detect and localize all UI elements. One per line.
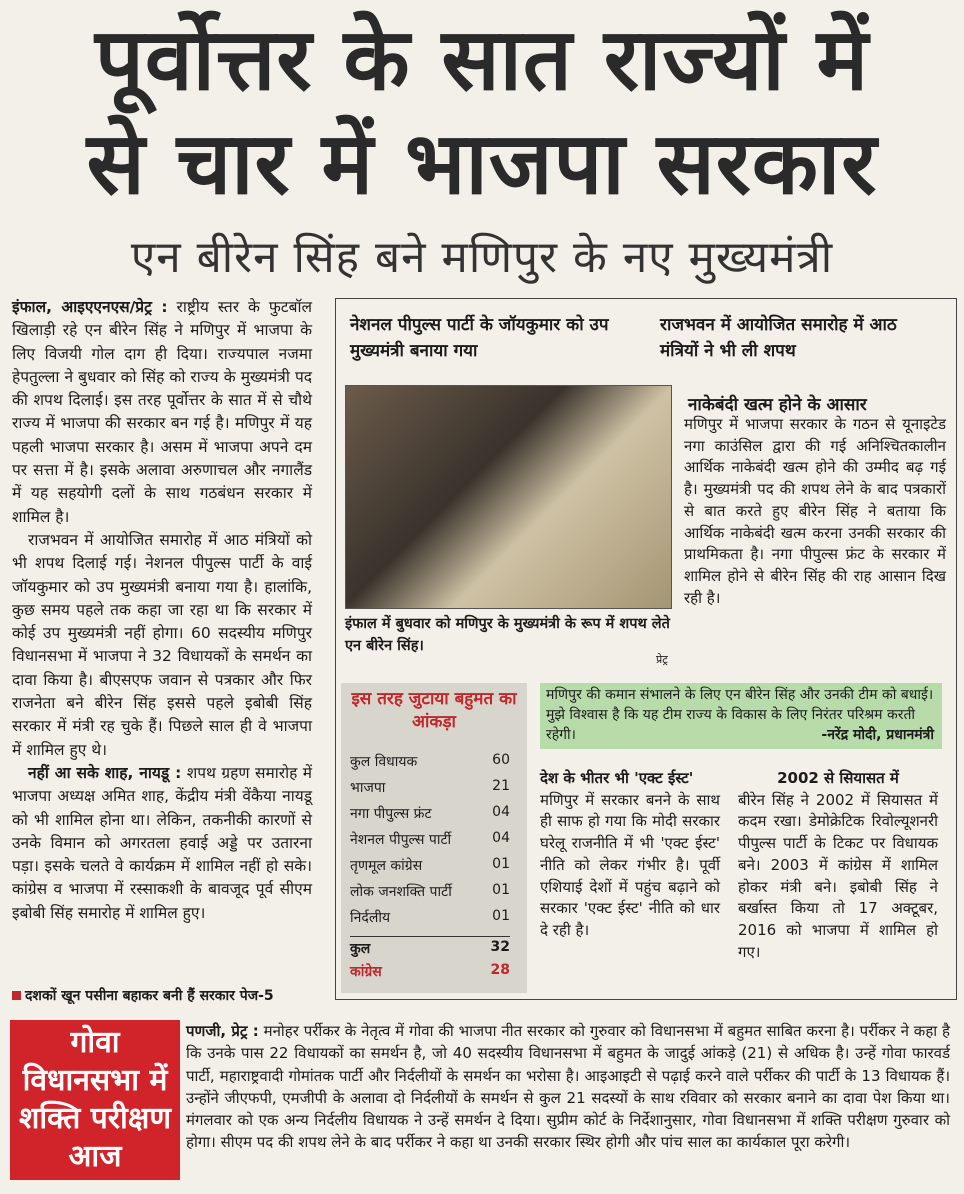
pm-quote-attribution: -नरेंद्र मोदी, प्रधानमंत्री	[821, 727, 934, 743]
oath-photo	[345, 385, 672, 609]
dateline: इंफाल, आइएएनएस/प्रेट्र :	[12, 298, 168, 316]
act-east-block	[540, 768, 720, 942]
tally-row: नगा पीपुल्स फ्रंट 04	[350, 804, 510, 822]
photo-credit: प्रेट्र	[656, 653, 668, 666]
act-east-heading: देश के भीतर भी 'एक्ट ईस्ट'	[540, 769, 694, 787]
goa-story	[186, 1020, 950, 1154]
photo-caption: इंफाल में बुधवार को मणिपुर के मुख्यमंत्री के रूप में शपथ लेते एन बीरेन सिंह।	[345, 616, 670, 654]
left-para-1-text: राष्ट्रीय स्तर के फुटबॉल खिलाड़ी रहे एन बीरेन सिंह ने मणिपुर में भाजपा के लिए विजयी गोल दाग ही दिया। राज्यपाल नजमा हेपतुल्ला ने बुधवार को सिंह को राज्य के मुख्यमंत्री पद की शपथ दिलाई। इस तरह पूर्वोत्तर के सात में से चौथे राज्य में भाजपा की सरकार बन गई है। मणिपुर में यह पहली भाजपा सरकार है। असम में भाजपा अपने दम पर सत्ता में है। इसके अलावा अरुणाचल और नगालैंड में यह सहयोगी दलों के साथ गठबंधन सरकार में शामिल है।	[12, 298, 312, 526]
headline-line-2: से चार में भाजपा सरकार	[86, 114, 878, 214]
page-reference	[12, 986, 274, 1005]
tally-row: तृणमूल कांग्रेस 01	[350, 856, 510, 874]
tally-congress-row: कांग्रेस 28	[350, 962, 510, 980]
pm-quote	[540, 683, 942, 749]
goa-label-box: गोवा विधानसभा में शक्ति परीक्षण आज	[10, 1020, 180, 1180]
tally-row: निर्दलीय 01	[350, 908, 510, 926]
page-reference-text: दशकों खून पसीना बहाकर बनी हैं सरकार पेज-5	[25, 988, 274, 1004]
act-east-body: मणिपुर में सरकार बनने के साथ ही साफ हो गया कि मोदी सरकार घरेलू राजनीति में भी 'एक्ट ईस्ट' नीति को लेकर गंभीर है। पूर्वी एशियाई देशों में पहुंच बढ़ाने को सरकार 'एक्ट ईस्ट' नीति को धार दे रही है।	[540, 790, 720, 939]
tally-row: कुल विधायक 60	[350, 752, 510, 770]
tally-total-row: कुल 32	[350, 936, 510, 959]
left-column	[12, 296, 312, 925]
blockade-heading: नाकेबंदी खत्म होने के आसार	[688, 395, 867, 415]
pm-quote-text: मणिपुर की कमान संभालने के लिए एन बीरेन सिंह और उनकी टीम को बधाई। मुझे विश्वास है कि यह टीम राज्य के विकास के लिए निरंतर परिश्रम करती रहेगी।	[546, 687, 934, 743]
left-para-1	[12, 296, 312, 529]
tally-row: भाजपा 21	[350, 778, 510, 796]
goa-body: मनोहर पर्रीकर के नेतृत्व में गोवा की भाजपा नीत सरकार को गुरुवार को विधानसभा में बहुमत साबित करना है। पर्रीकर ने कहा है कि उनके पास 22 विधायकों का समर्थन है, जो 40 सदस्यीय विधानसभा में बहुमत के जादुई आंकड़े (21) से अधिक है। उन्हें गोवा फारवर्ड पार्टी, महाराष्ट्रवादी गोमांतक पार्टी और निर्दलीयों के समर्थन का भरोसा है। आइआइटी से पढ़ाई करने वाले पर्रीकर की पार्टी के 13 विधायक हैं। उन्होंने जीएफपी, एमजीपी के अलावा दो निर्दलीयों के समर्थन से कुल 21 सदस्यों के साथ रविवार को सरकार बनाने का दावा पेश किया था। मंगलवार को एक अन्य निर्दलीय विधायक ने उन्हें समर्थन दे दिया। सुप्रीम कोर्ट के निर्देशानुसार, गोवा विधानसभा में शक्ति परीक्षण गुरुवार को होगा। सीएम पद की शपथ लेने के बाद पर्रीकर ने कहा था उनकी सरकार स्थिर होगी और पांच साल का कार्यकाल पूरा करेगी।	[186, 1022, 950, 1152]
since-2002-heading: 2002 से सियासत में	[777, 769, 899, 787]
kicker-deputy-cm: नेशनल पीपुल्स पार्टी के जॉयकुमार को उप मुख्यमंत्री बनाया गया	[350, 315, 609, 361]
since-2002-body: बीरेन सिंह ने 2002 में सियासत में कदम रखा। डेमोक्रेटिक रिवोल्यूशनरी पीपुल्स पार्टी के टिकट पर विधायक बने। 2003 में कांग्रेस में शामिल होकर मंत्री बने। इबोबी सिंह ने बर्खास्त किया तो 17 अक्टूबर, 2016 को भाजपा में शामिल हो गए।	[738, 790, 938, 961]
tally-title: इस तरह जुटाया बहुमत का आंकड़ा	[351, 689, 517, 732]
since-2002-block	[738, 768, 938, 963]
left-para-2: राजभवन में आयोजित समारोह में आठ मंत्रियों को भी शपथ दिलाई गई। नेशनल पीपुल्स पार्टी के वाई जॉयकुमार को उप मुख्यमंत्री बनाया गया है। हालांकि, कुछ समय पहले तक कहा जा रहा था कि सरकार में कोई उप मुख्यमंत्री नहीं होगा। 60 सदस्यीय मणिपुर विधानसभा में भाजपा ने 32 विधायकों के समर्थन का दावा किया है। बीएसएफ जवान से पत्रकार और फिर राजनेता बने बीरेन सिंह इससे पहले इबोबी सिंह सरकार में मंत्री रह चुके हैं। पिछले साल ही वे भाजपा में शामिल हुए थे।	[12, 530, 312, 759]
left-para-3	[12, 762, 312, 925]
goa-dateline: पणजी, प्रेट्र :	[186, 1022, 259, 1040]
red-square-icon	[12, 991, 21, 1000]
tally-row: लोक जनशक्ति पार्टी 01	[350, 882, 510, 900]
blockade-body: मणिपुर में भाजपा सरकार के गठन से यूनाइटेड नगा काउंसिल द्वारा की गई अनिश्चितकालीन आर्थिक नाकेबंदी खत्म होने की उम्मीद बढ़ गई है। मुख्यमंत्री पद की शपथ लेने के बाद पत्रकारों से बात करते हुए बीरेन सिंह ने बताया कि आर्थिक नाकेबंदी खत्म करना उनकी सरकार की प्राथमिकता है। नगा पीपुल्स फ्रंट के सरकार में शामिल होने से बीरेन सिंह की राह आसान दिख रही है।	[684, 415, 946, 607]
left-para-3-lead: नहीं आ सके शाह, नायडू :	[28, 763, 182, 782]
kicker-ministers: राजभवन में आयोजित समारोह में आठ मंत्रियों ने भी ली शपथ	[660, 315, 897, 361]
tally-row: नेशनल पीपुल्स पार्टी 04	[350, 830, 510, 848]
headline-line-1: पूर्वोत्तर के सात राज्यों में	[95, 10, 869, 110]
left-para-3-text: शपथ ग्रहण समारोह में भाजपा अध्यक्ष अमित शाह, केंद्रीय मंत्री वेंकैया नायडू को भी शामिल होना था। लेकिन, तकनीकी कारणों से उनके विमान को अगरतला हवाई अड्डे पर उतारना पड़ा। इसके चलते वे कार्यक्रम में शामिल नहीं हो सके। कांग्रेस व भाजपा में रस्साकशी के बावजूद पूर्व सीएम इबोबी सिंह समारोह में शामिल हुए।	[12, 763, 312, 922]
subheadline: एन बीरेन सिंह बने मणिपुर के नए मुख्यमंत्री	[130, 232, 834, 283]
